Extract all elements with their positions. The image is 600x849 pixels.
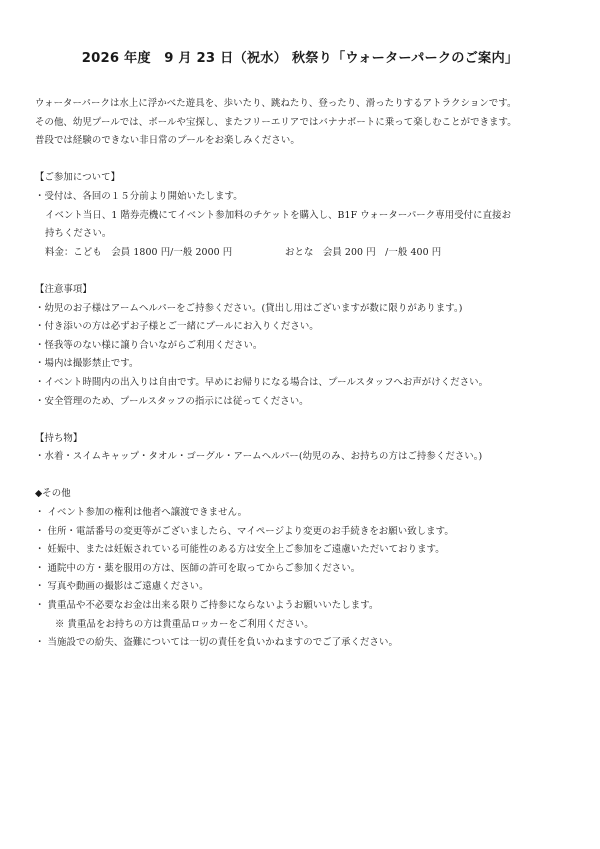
document-title: 2026 年度 9 月 23 日（祝水） 秋祭り「ウォーターパークのご案内」 — [81, 51, 519, 66]
other-item: ・ 写真や動画の撮影はご遠慮ください。 — [35, 581, 209, 593]
fee-line — [35, 244, 575, 263]
participation-item: イベント当日、1 階券売機にてイベント参加料のチケットを購入し、B1F ウォーターパーク専用受付に直接お — [45, 209, 512, 221]
caution-item: ・安全管理のため、プールスタッフの指示には従ってください。 — [35, 395, 309, 407]
intro-line: 普段では経験のできない非日常のプールをお楽しみください。 — [35, 135, 300, 147]
other-heading: ◆その他 — [35, 488, 71, 500]
participation-item: ・受付は、各回の１５分前より開始いたします。 — [35, 190, 243, 202]
other-item: ・ 通院中の方・薬を服用の方は、医師の許可を取ってからご参加ください。 — [35, 562, 361, 574]
other-item: ・ 妊娠中、または妊娠されている可能性のある方は安全上ご参加をご遠慮いただいております。 — [35, 544, 445, 556]
caution-item: ・幼児のお子様はアームヘルパーをご持参ください。(貸出し用はございますが数に限りがあります。) — [35, 302, 463, 314]
other-item: ・ 当施設での紛失、盗難については一切の責任を負いかねますのでご了承ください。 — [35, 637, 398, 649]
fee-child: 料金：こども 会員 1800 円/一般 2000 円 — [45, 246, 233, 258]
caution-item: ・怪我等のない様に譲り合いながらご利用ください。 — [35, 339, 263, 351]
cautions-heading: 【注意事項】 — [35, 283, 92, 295]
intro-line: その他、幼児プールでは、ボールや宝探し、またフリーエリアではバナナボートに乗って楽しむことができます。 — [35, 116, 517, 128]
document-body — [35, 95, 575, 653]
caution-item: ・場内は撮影禁止です。 — [35, 358, 139, 370]
participation-item: 持ちください。 — [45, 228, 112, 240]
participation-heading: 【ご参加について】 — [35, 172, 121, 184]
caution-item: ・付き添いの方は必ずお子様とご一緒にプールにお入りください。 — [35, 321, 319, 333]
other-item: ・ 住所・電話番号の変更等がございましたら、マイページより変更のお手続きをお願い致します。 — [35, 525, 454, 537]
fee-adult: おとな 会員 200 円 /一般 400 円 — [285, 246, 442, 258]
caution-item: ・イベント時間内の出入りは自由です。早めにお帰りになる場合は、プールスタッフへお声がけください。 — [35, 376, 489, 388]
belongings-item: ・水着・スイムキャップ・タオル・ゴーグル・アームヘルパー(幼児のみ、お持ちの方はご持参ください。) — [35, 451, 483, 463]
other-note: ※ 貴重品をお持ちの方は貴重品ロッカーをご利用ください。 — [55, 618, 314, 630]
intro-line: ウォーターパークは水上に浮かべた遊具を、歩いたり、跳ねたり、登ったり、滑ったりするアトラクションです。 — [35, 98, 517, 109]
other-item: ・ イベント参加の権利は他者へ譲渡できません。 — [35, 507, 248, 519]
belongings-heading: 【持ち物】 — [35, 432, 83, 444]
other-item: ・ 貴重品や不必要なお金は出来る限りご持参にならないようお願いいたします。 — [35, 600, 379, 612]
